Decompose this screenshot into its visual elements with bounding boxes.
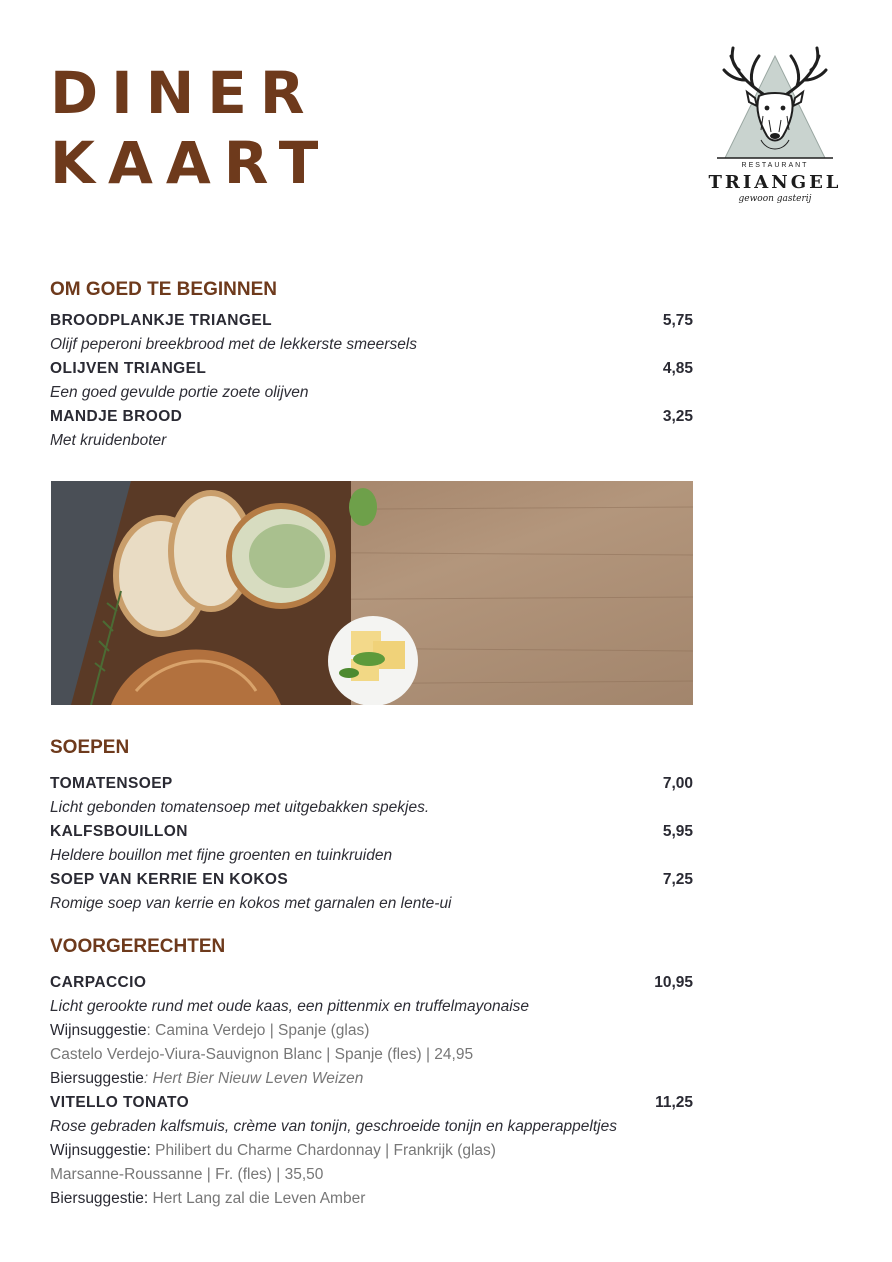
item-price: 5,75 xyxy=(662,312,693,329)
wine-suggestion-glass: Camina Verdejo | Spanje (glas) xyxy=(155,1022,370,1039)
item-name: MANDJE BROOD xyxy=(50,408,183,425)
item-price: 7,00 xyxy=(662,775,693,792)
item-description: Een goed gevulde portie zoete olijven xyxy=(50,384,309,401)
item-description: Romige soep van kerrie en kokos met garnalen en lente-ui xyxy=(50,895,452,912)
wine-suggestion xyxy=(50,1019,693,1043)
bread-photo xyxy=(51,481,693,705)
title-line-2: KAART xyxy=(50,129,332,197)
beer-suggestion-value: Hert Lang zal die Leven Amber xyxy=(148,1190,366,1207)
beer-suggestion xyxy=(50,1067,693,1091)
page-title xyxy=(50,58,331,198)
logo-tagline: gewoon gasterij xyxy=(738,194,812,204)
item-name: CARPACCIO xyxy=(50,974,147,991)
item-price: 4,85 xyxy=(662,360,693,377)
item-name: VITELLO TONATO xyxy=(50,1094,190,1111)
item-price: 10,95 xyxy=(654,974,693,991)
menu-item xyxy=(50,772,693,820)
item-description: Licht gebonden tomatensoep met uitgebakken spekjes. xyxy=(50,799,430,816)
item-name: OLIJVEN TRIANGEL xyxy=(50,360,207,377)
section-title-starters: OM GOED TE BEGINNEN xyxy=(50,279,277,300)
menu-item xyxy=(50,820,693,868)
item-price: 7,25 xyxy=(662,871,693,888)
wine-suggestion-label: Wijnsuggestie: xyxy=(50,1142,151,1159)
item-description: Heldere bouillon met fijne groenten en tuinkruiden xyxy=(50,847,393,864)
logo-name: TRIANGEL xyxy=(708,172,842,193)
item-description: Licht gerookte rund met oude kaas, een pittenmix en truffelmayonaise xyxy=(50,998,530,1015)
item-price: 11,25 xyxy=(655,1094,693,1111)
beer-suggestion-value: Hert Bier Nieuw Leven Weizen xyxy=(152,1070,364,1087)
item-description: Met kruidenboter xyxy=(50,432,167,449)
wine-suggestion-label: Wijnsuggestie xyxy=(50,1022,147,1039)
stag-head-icon xyxy=(697,36,853,162)
wine-suggestion-bottle: Marsanne-Roussanne | Fr. (fles) | 35,50 xyxy=(50,1166,324,1183)
item-description: Olijf peperoni breekbrood met de lekkerste smeersels xyxy=(50,336,418,353)
beer-suggestion xyxy=(50,1187,693,1211)
menu-item xyxy=(50,868,693,916)
wine-suggestion-sep: : xyxy=(146,1022,156,1039)
item-description: Rose gebraden kalfsmuis, crème van tonijn, geschroeide tonijn en kapperappeltjes xyxy=(50,1118,617,1135)
item-name: SOEP VAN KERRIE EN KOKOS xyxy=(50,871,289,888)
item-name: TOMATENSOEP xyxy=(50,775,173,792)
wine-suggestion xyxy=(50,1139,693,1163)
item-price: 3,25 xyxy=(662,408,693,425)
wine-suggestion-bottle: Castelo Verdejo-Viura-Sauvignon Blanc | Spanje (fles) | 24,95 xyxy=(50,1046,474,1063)
menu-item xyxy=(50,1091,693,1211)
wine-suggestion-glass: Philibert du Charme Chardonnay | Frankrijk (glas) xyxy=(150,1142,496,1159)
section-title-starters-dishes: VOORGERECHTEN xyxy=(50,936,226,957)
item-name: KALFSBOUILLON xyxy=(50,823,188,840)
beer-suggestion-sep: : xyxy=(143,1070,153,1087)
menu-item xyxy=(50,309,693,357)
logo-subtitle: RESTAURANT xyxy=(741,162,809,169)
beer-suggestion-label: Biersuggestie: xyxy=(50,1190,149,1207)
menu-item xyxy=(50,405,693,453)
item-price: 5,95 xyxy=(662,823,693,840)
beer-suggestion-label: Biersuggestie xyxy=(50,1070,144,1087)
menu-item xyxy=(50,971,693,1091)
restaurant-logo xyxy=(697,36,853,212)
item-name: BROODPLANKJE TRIANGEL xyxy=(50,312,272,329)
menu-item xyxy=(50,357,693,405)
title-line-1: DINER xyxy=(50,59,318,127)
section-title-soups: SOEPEN xyxy=(50,737,130,758)
